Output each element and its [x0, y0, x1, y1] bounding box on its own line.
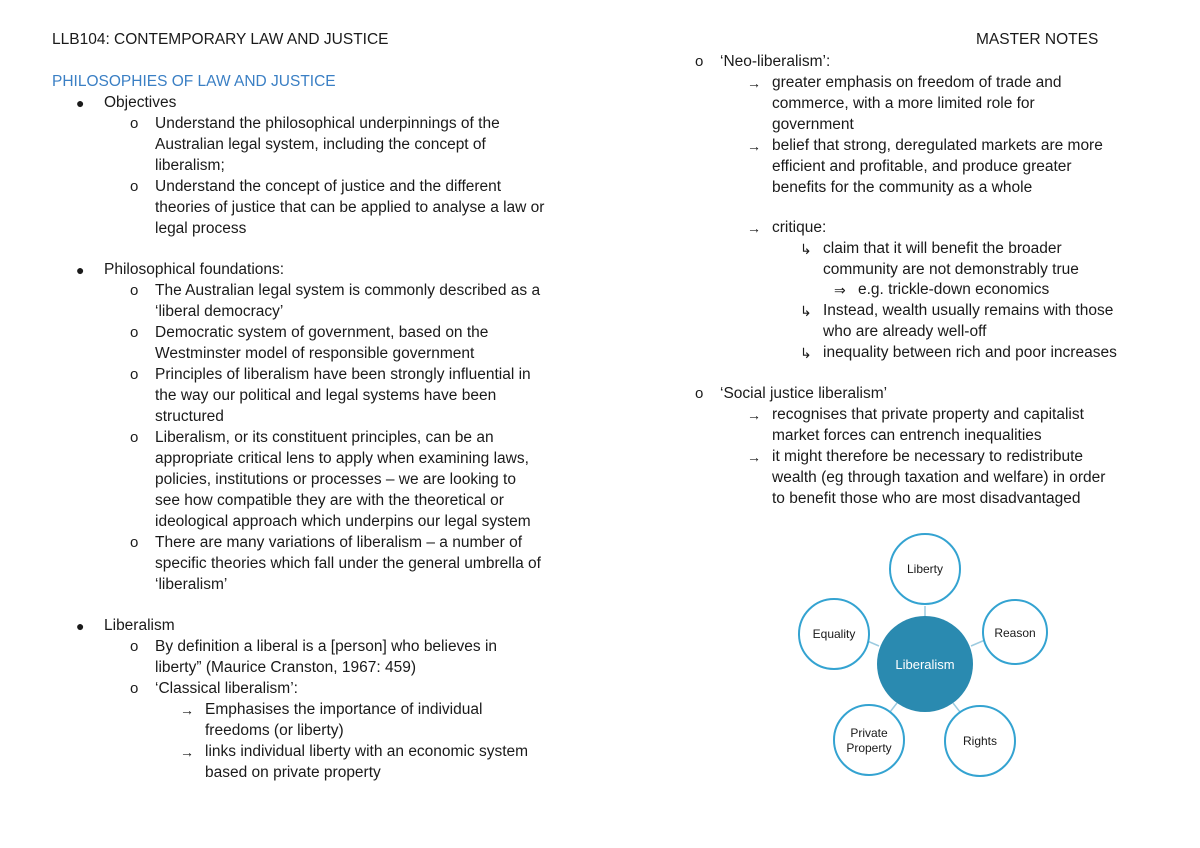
foundation-1-line-1: The Australian legal system is commonly described as a: [155, 282, 541, 299]
hook-arrow-icon: ↳: [800, 303, 812, 319]
critique-label: critique:: [772, 219, 827, 236]
course-title: LLB104: CONTEMPORARY LAW AND JUSTICE: [52, 31, 389, 48]
critique-2-line-1: Instead, wealth usually remains with those: [823, 302, 1114, 319]
bullet-icon: ●: [76, 262, 85, 278]
sub-bullet-icon: o: [130, 324, 139, 341]
arrow-icon: →: [747, 220, 761, 236]
sub-bullet-icon: o: [130, 282, 139, 299]
definition-line-1: By definition a liberal is a [person] who believes in: [155, 638, 498, 655]
bullet-icon: ●: [76, 95, 85, 111]
social-point-1-line-2: market forces can entrench inequalities: [772, 427, 1042, 444]
node-private-label-1: Private: [850, 726, 888, 740]
foundation-4-line-1: Liberalism, or its constituent principles, can be an: [155, 429, 494, 446]
sub-bullet-icon: o: [130, 429, 139, 446]
node-reason-label: Reason: [994, 626, 1036, 640]
neo-point-2-line-3: benefits for the community as a whole: [772, 179, 1033, 196]
foundation-4-line-5: ideological approach which underpins our legal system: [155, 513, 531, 530]
foundation-3-line-2: the way our political and legal systems have been: [155, 387, 497, 404]
foundation-4-line-2: appropriate critical lens to apply when examining laws,: [155, 450, 529, 467]
arrow-icon: →: [747, 449, 761, 465]
foundation-4-line-3: policies, institutions or processes – we are looking to: [155, 471, 516, 488]
bullet-icon: ●: [76, 618, 85, 634]
classical-point-1-line-2: freedoms (or liberty): [205, 722, 344, 739]
sub-bullet-icon: o: [695, 53, 704, 70]
classical-point-2-line-1: links individual liberty with an economic system: [205, 743, 529, 760]
neo-point-1-line-3: government: [772, 116, 854, 133]
connector-private-property: [890, 703, 897, 712]
arrow-icon: →: [747, 138, 761, 154]
classical-point-1-line-1: Emphasises the importance of individual: [205, 701, 483, 718]
objective-1-line-2: Australian legal system, including the concept of: [155, 136, 486, 153]
sub-bullet-icon: o: [130, 366, 139, 383]
foundation-2-line-2: Westminster model of responsible government: [155, 345, 475, 362]
foundation-2-line-1: Democratic system of government, based on the: [155, 324, 489, 341]
section-title: PHILOSOPHIES OF LAW AND JUSTICE: [52, 73, 336, 90]
arrow-icon: →: [180, 744, 194, 760]
connector-reason: [971, 640, 985, 646]
objective-1-line-3: liberalism;: [155, 157, 225, 174]
node-equality-label: Equality: [812, 627, 856, 641]
node-liberty-label: Liberty: [906, 562, 944, 576]
social-point-1-line-1: recognises that private property and capitalist: [772, 406, 1084, 423]
foundation-5-line-2: specific theories which fall under the general umbrella of: [155, 555, 541, 572]
implies-icon: ⇒: [834, 282, 846, 298]
definition-line-2: liberty” (Maurice Cranston, 1967: 459): [155, 659, 417, 676]
foundation-1-line-2: ‘liberal democracy’: [155, 303, 284, 320]
objective-2-line-2: theories of justice that can be applied to analyse a law or: [155, 199, 545, 216]
neo-point-2-line-1: belief that strong, deregulated markets are more: [772, 137, 1103, 154]
master-notes-label: MASTER NOTES: [976, 31, 1099, 48]
social-point-2-line-3: to benefit those who are most disadvantaged: [772, 490, 1081, 507]
critique-3: inequality between rich and poor increases: [823, 344, 1117, 361]
sub-bullet-icon: o: [130, 680, 139, 697]
hook-arrow-icon: ↳: [800, 345, 812, 361]
arrow-icon: →: [180, 702, 194, 718]
arrow-icon: →: [747, 75, 761, 91]
sub-bullet-icon: o: [130, 534, 139, 551]
neo-point-1-line-2: commerce, with a more limited role for: [772, 95, 1035, 112]
liberalism-label: Liberalism: [104, 617, 175, 634]
foundations-label: Philosophical foundations:: [104, 261, 285, 278]
sub-bullet-icon: o: [130, 638, 139, 655]
objective-2-line-1: Understand the concept of justice and the different: [155, 178, 502, 195]
foundation-5-line-3: ‘liberalism’: [155, 576, 228, 593]
neo-point-1-line-1: greater emphasis on freedom of trade and: [772, 74, 1062, 91]
node-rights-label: Rights: [962, 734, 998, 748]
objectives-label: Objectives: [104, 94, 177, 111]
node-private-property: [834, 705, 904, 775]
critique-1-line-1: claim that it will benefit the broader: [823, 240, 1062, 257]
foundation-3-line-1: Principles of liberalism have been strongly influential in: [155, 366, 531, 383]
foundation-4-line-4: see how compatible they are with the theoretical or: [155, 492, 504, 509]
liberalism-diagram: [780, 520, 1060, 800]
critique-1-line-2: community are not demonstrably true: [823, 261, 1079, 278]
sub-bullet-icon: o: [130, 178, 139, 195]
social-justice-label: ‘Social justice liberalism’: [720, 385, 888, 402]
center-label: Liberalism: [895, 657, 955, 672]
neo-liberalism-label: ‘Neo-liberalism’:: [720, 53, 831, 70]
social-point-2-line-2: wealth (eg through taxation and welfare) in order: [772, 469, 1106, 486]
social-point-2-line-1: it might therefore be necessary to redistribute: [772, 448, 1084, 465]
objective-2-line-3: legal process: [155, 220, 247, 237]
arrow-icon: →: [747, 407, 761, 423]
classical-liberalism-label: ‘Classical liberalism’:: [155, 680, 298, 697]
node-private-label-2: Property: [846, 741, 892, 755]
neo-point-2-line-2: efficient and profitable, and produce greater: [772, 158, 1072, 175]
foundation-3-line-3: structured: [155, 408, 224, 425]
critique-2-line-2: who are already well-off: [823, 323, 987, 340]
objective-1-line-1: Understand the philosophical underpinnings of the: [155, 115, 500, 132]
sub-bullet-icon: o: [695, 385, 704, 402]
trickle-down-example: e.g. trickle-down economics: [858, 281, 1050, 298]
hook-arrow-icon: ↳: [800, 241, 812, 257]
classical-point-2-line-2: based on private property: [205, 764, 381, 781]
connector-rights: [953, 703, 960, 712]
sub-bullet-icon: o: [130, 115, 139, 132]
foundation-5-line-1: There are many variations of liberalism – a number of: [155, 534, 522, 551]
